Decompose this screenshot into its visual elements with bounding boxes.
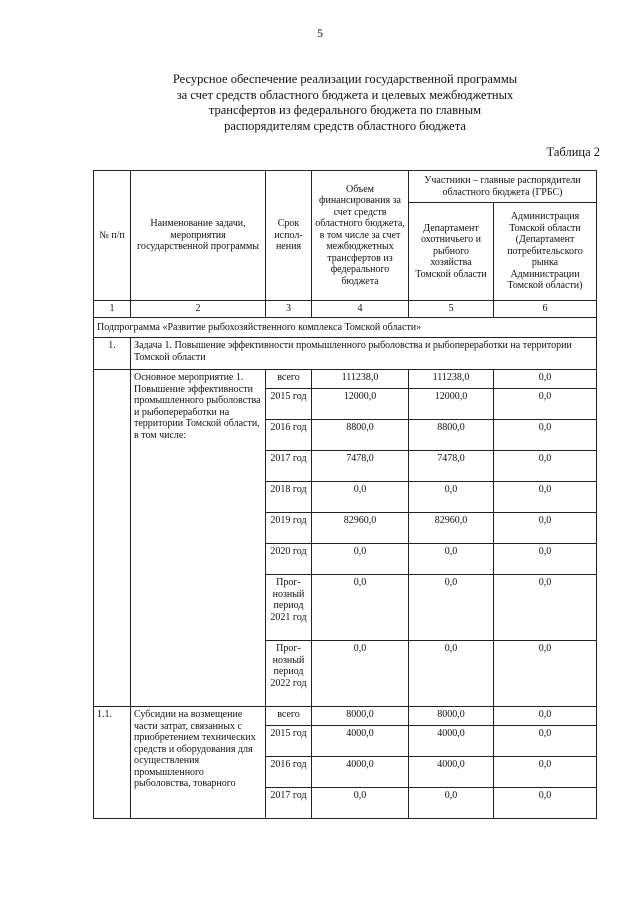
header-term: Срок испол-нения: [266, 171, 312, 301]
term-cell: 2018 год: [266, 482, 312, 513]
volume-cell: 4000,0: [312, 726, 409, 757]
subprogram-row: [94, 318, 597, 338]
dept-cell: 7478,0: [409, 451, 494, 482]
index-cell: 5: [409, 301, 494, 318]
title-line: трансфертов из федерального бюджета по главным: [208, 103, 482, 117]
term-cell: Прог-нозный период 2021 год: [266, 575, 312, 641]
title-line: Ресурсное обеспечение реализации государственной программы: [172, 72, 518, 86]
volume-cell: 12000,0: [312, 389, 409, 420]
header-participants: Участники – главные распорядители областного бюджета (ГРБС): [409, 171, 597, 203]
dept-cell: 0,0: [409, 575, 494, 641]
title-line: распорядителям средств областного бюджета: [224, 118, 466, 133]
header-volume: Объем финансирования за счет средств областного бюджета, в том числе за счет межбюджетных трансфертов из федерального бюджета: [312, 171, 409, 301]
page-number: 5: [317, 26, 323, 40]
volume-cell: 4000,0: [312, 757, 409, 788]
term-cell: всего: [266, 370, 312, 389]
admin-cell: 0,0: [494, 788, 597, 819]
admin-cell: 0,0: [494, 544, 597, 575]
admin-cell: 0,0: [494, 707, 597, 726]
admin-cell: 0,0: [494, 451, 597, 482]
volume-cell: 0,0: [312, 641, 409, 707]
admin-cell: 0,0: [494, 641, 597, 707]
dept-cell: 0,0: [409, 788, 494, 819]
admin-cell: 0,0: [494, 389, 597, 420]
volume-cell: 111238,0: [312, 370, 409, 389]
admin-cell: 0,0: [494, 575, 597, 641]
row-num: [94, 370, 131, 707]
index-cell: 1: [94, 301, 131, 318]
volume-cell: 82960,0: [312, 513, 409, 544]
term-cell: 2015 год: [266, 389, 312, 420]
index-cell: 3: [266, 301, 312, 318]
admin-cell: 0,0: [494, 420, 597, 451]
admin-cell: 0,0: [494, 370, 597, 389]
row-num: 1.1.: [94, 707, 131, 819]
dept-cell: 0,0: [409, 482, 494, 513]
dept-cell: 82960,0: [409, 513, 494, 544]
task-text: Задача 1. Повышение эффективности промышленного рыболовства и рыбопереработки на территории Томской области: [131, 338, 597, 370]
table-row: [94, 370, 597, 389]
index-cell: 2: [131, 301, 266, 318]
volume-cell: 8800,0: [312, 420, 409, 451]
term-cell: Прог-нозный период 2022 год: [266, 641, 312, 707]
dept-cell: 12000,0: [409, 389, 494, 420]
activity-name: Основное мероприятие 1. Повышение эффективности промышленного рыболовства и рыбопереработки на территории Томской области, в том числе:: [131, 370, 266, 707]
term-cell: 2019 год: [266, 513, 312, 544]
volume-cell: 8000,0: [312, 707, 409, 726]
volume-cell: 0,0: [312, 544, 409, 575]
resource-table: [93, 170, 597, 819]
dept-cell: 0,0: [409, 544, 494, 575]
term-cell: 2015 год: [266, 726, 312, 757]
index-cell: 6: [494, 301, 597, 318]
dept-cell: 4000,0: [409, 726, 494, 757]
title-line: за счет средств областного бюджета и целевых межбюджетных: [176, 87, 514, 102]
dept-cell: 8000,0: [409, 707, 494, 726]
header-row: [94, 171, 597, 203]
term-cell: 2017 год: [266, 788, 312, 819]
subprogram-title: Подпрограмма «Развитие рыбохозяйственного комплекса Томской области»: [94, 318, 597, 338]
header-admin: Администрация Томской области (Департамент потребительского рынка Администрации Томской области): [494, 203, 597, 301]
dept-cell: 4000,0: [409, 757, 494, 788]
activity-name: Субсидии на возмещение части затрат, связанных с приобретением технических средств и оборудования для осуществления промышленного рыболовства, товарного: [131, 707, 266, 819]
index-row: [94, 301, 597, 318]
term-cell: 2016 год: [266, 420, 312, 451]
task-row: [94, 338, 597, 370]
admin-cell: 0,0: [494, 726, 597, 757]
table-label: Таблица 2: [546, 145, 600, 159]
dept-cell: 0,0: [409, 641, 494, 707]
volume-cell: 0,0: [312, 575, 409, 641]
document-title: [150, 72, 540, 134]
volume-cell: 7478,0: [312, 451, 409, 482]
volume-cell: 0,0: [312, 482, 409, 513]
term-cell: 2020 год: [266, 544, 312, 575]
table-row: [94, 707, 597, 726]
header-num: № п/п: [94, 171, 131, 301]
task-num: 1.: [94, 338, 131, 370]
volume-cell: 0,0: [312, 788, 409, 819]
index-cell: 4: [312, 301, 409, 318]
admin-cell: 0,0: [494, 757, 597, 788]
term-cell: всего: [266, 707, 312, 726]
admin-cell: 0,0: [494, 513, 597, 544]
header-name: Наименование задачи, мероприятия государственной программы: [131, 171, 266, 301]
header-dept: Департамент охотничьего и рыбного хозяйства Томской области: [409, 203, 494, 301]
admin-cell: 0,0: [494, 482, 597, 513]
term-cell: 2016 год: [266, 757, 312, 788]
term-cell: 2017 год: [266, 451, 312, 482]
dept-cell: 111238,0: [409, 370, 494, 389]
dept-cell: 8800,0: [409, 420, 494, 451]
